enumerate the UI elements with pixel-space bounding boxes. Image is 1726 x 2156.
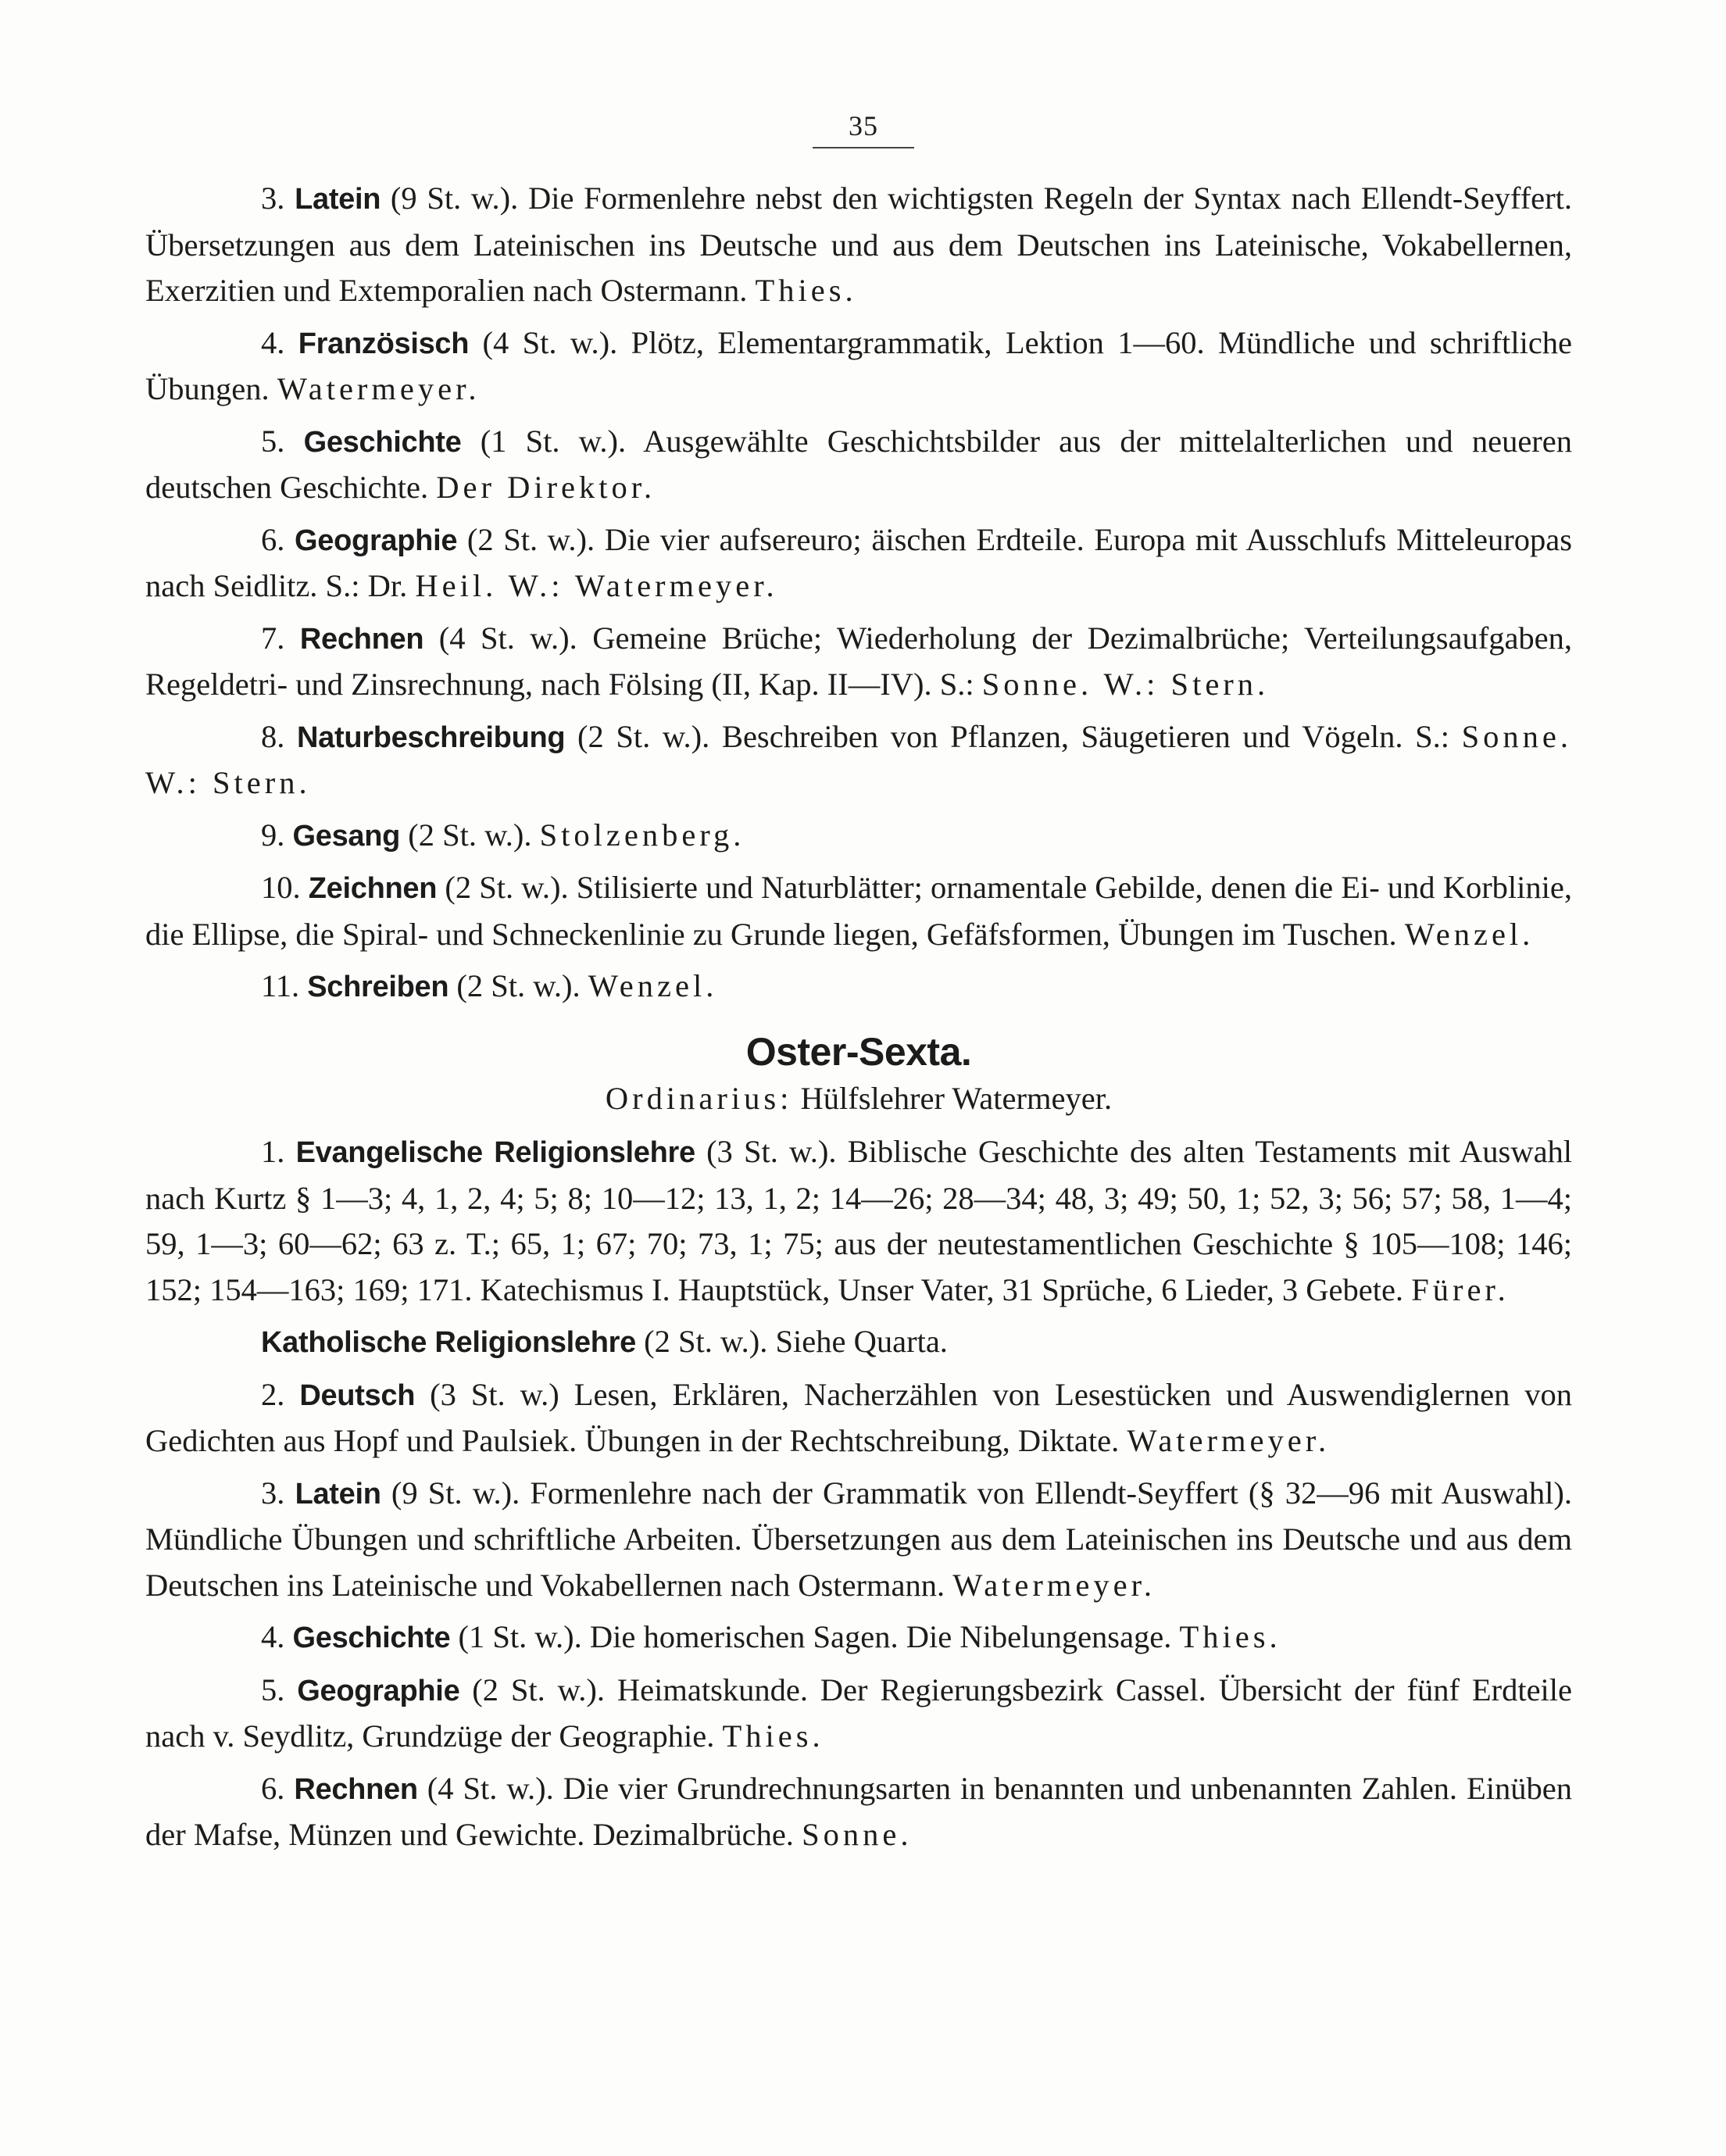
subject-name: Französisch — [298, 327, 470, 360]
page-number: 35 — [849, 110, 878, 141]
subject-name: Rechnen — [299, 622, 424, 656]
ordinarius-label: Ordinarius: — [605, 1080, 793, 1116]
weekly-hours: (2 St. w.). — [408, 817, 532, 853]
curriculum-entry — [145, 813, 1572, 860]
curriculum-entry — [145, 1319, 1572, 1366]
entry-description: Beschreiben von Pflanzen, Säugetieren und Vögeln. S.: — [721, 718, 1449, 754]
entry-number: 6. — [261, 1770, 285, 1806]
entry-description: Lesen, Erklären, Nacherzählen von Lesestücken und Auswendiglernen von Gedichten aus Hopf und Paulsiek. Übungen in der Rechtschreibung, Diktate. — [145, 1376, 1573, 1458]
subject-name: Geschichte — [292, 1621, 451, 1654]
entry-number: 11. — [261, 968, 300, 1003]
teacher-name: Stolzenberg. — [539, 817, 745, 853]
subject-name: Zeichnen — [308, 872, 438, 905]
curriculum-entry — [145, 865, 1572, 957]
entry-number: 3. — [261, 181, 285, 216]
entry-number: 5. — [261, 1672, 285, 1707]
entry-description: Heimatskunde. Der Regierungsbezirk Cassel. Übersicht der fünf Erdteile nach v. Seydlitz, Grundzüge der Geographie. — [145, 1672, 1573, 1754]
curriculum-entry — [145, 176, 1572, 314]
ordinarius-name: Hülfslehrer Watermeyer. — [800, 1080, 1113, 1116]
entry-description: Die Formenlehre nebst den wichtigsten Regeln der Syntax nach Ellendt-Seyffert. Übersetzungen aus dem Lateinischen ins Deutsche und aus dem Deutschen ins Lateinische, Vokabellernen, Exerzitien und Extemporalien nach Ostermann. — [145, 181, 1573, 308]
teacher-name: Sonne. W.: Stern. — [145, 718, 1573, 800]
weekly-hours: (2 St. w.). — [445, 870, 569, 905]
teacher-name: Thies. — [755, 273, 857, 308]
curriculum-entry — [145, 1668, 1572, 1760]
curriculum-entry — [145, 320, 1572, 413]
oster-sexta-curriculum — [145, 1129, 1572, 1858]
weekly-hours: (2 St. w.). — [472, 1672, 605, 1707]
teacher-name: Sonne. W.: Stern. — [981, 667, 1270, 702]
curriculum-entry — [145, 1471, 1572, 1609]
subject-name: Deutsch — [299, 1378, 416, 1412]
entry-number: 4. — [261, 1619, 285, 1654]
curriculum-entry — [145, 616, 1572, 708]
entry-description: Die vier aufsereuro; äischen Erdteile. Europa mit Ausschlufs Mitteleuropas nach Seidlitz. S.: Dr. — [145, 521, 1573, 603]
weekly-hours: (2 St. w.). — [456, 968, 581, 1003]
entry-number: 1. — [261, 1134, 285, 1169]
teacher-name: Wenzel. — [1404, 916, 1535, 952]
curriculum-entry — [145, 517, 1572, 610]
entry-description: Formenlehre nach der Grammatik von Ellendt-Seyffert (§ 32—96 mit Auswahl). Mündliche Übungen und schriftliche Arbeiten. Übersetzungen aus dem Lateinischen ins Deutsche und aus dem Deutschen ins Lateinische und Vokabellernen nach Ostermann. — [145, 1475, 1573, 1603]
teacher-name: Wenzel. — [588, 968, 718, 1003]
curriculum-entry — [145, 1766, 1572, 1858]
entry-number: 5. — [261, 423, 285, 459]
subject-name: Geschichte — [303, 425, 462, 459]
subject-name: Naturbeschreibung — [297, 720, 566, 754]
teacher-name: Watermeyer. — [952, 1567, 1156, 1603]
teacher-name: Heil. W.: Watermeyer. — [415, 568, 778, 603]
weekly-hours: (3 St. w.). — [706, 1134, 837, 1169]
curriculum-entry — [145, 964, 1572, 1010]
page-number-rule — [813, 147, 914, 148]
entry-number: 9. — [261, 817, 285, 853]
curriculum-entry — [145, 1372, 1572, 1464]
weekly-hours: (1 St. w.). — [480, 423, 627, 459]
weekly-hours: (2 St. w.). — [577, 718, 710, 754]
entry-number: 3. — [261, 1475, 285, 1511]
upper-class-curriculum — [145, 176, 1572, 1010]
weekly-hours: (4 St. w.). — [438, 620, 577, 656]
weekly-hours: (4 St. w.). — [427, 1770, 554, 1806]
entry-number: 6. — [261, 521, 285, 557]
entry-description: Die homerischen Sagen. Die Nibelungensage. — [589, 1619, 1172, 1654]
weekly-hours: (2 St. w.). — [466, 521, 595, 557]
subject-name: Geographie — [295, 524, 458, 557]
teacher-name: Fürer. — [1411, 1271, 1510, 1307]
teacher-name: Thies. — [1179, 1619, 1281, 1654]
teacher-name: Sonne. — [802, 1817, 913, 1852]
entry-description: Siehe Quarta. — [775, 1324, 948, 1359]
entry-description: Die vier Grundrechnungsarten in benannten und unbenannten Zahlen. Einüben der Mafse, Münzen und Gewichte. Dezimalbrüche. — [145, 1770, 1573, 1852]
weekly-hours: (4 St. w.). — [482, 324, 618, 360]
subject-name: Katholische Religionslehre — [261, 1326, 636, 1359]
subject-name: Schreiben — [307, 971, 449, 1003]
teacher-name: Thies. — [722, 1718, 824, 1754]
entry-description: Stilisierte und Naturblätter; ornamentale Gebilde, denen die Ei- und Korblinie, die Ellipse, die Spiral- und Schneckenlinie zu Grunde liegen, Gefäfsformen, Übungen im Tuschen. — [145, 870, 1573, 952]
entry-description: Ausgewählte Geschichtsbilder aus der mittelalterlichen und neueren deutschen Geschichte. — [145, 423, 1573, 505]
entry-number: 10. — [261, 870, 301, 905]
subject-name: Geographie — [297, 1674, 460, 1707]
subject-name: Latein — [295, 1477, 381, 1511]
entry-number: 7. — [261, 620, 285, 656]
entry-number: 8. — [261, 718, 285, 754]
curriculum-entry — [145, 714, 1572, 806]
ordinarius-line — [145, 1076, 1572, 1122]
curriculum-entry — [145, 419, 1572, 511]
entry-description: Plötz, Elementargrammatik, Lektion 1—60. Mündliche und schriftliche Übungen. — [145, 324, 1573, 406]
entry-description: Biblische Geschichte des alten Testaments mit Auswahl nach Kurtz § 1—3; 4, 1, 2, 4; 5; 8; 10—12; 13, 1, 2; 14—26; 28—34; 48, 3; 49; 50, 1; 52, 3; 56; 57; 58, 1—4; 59, 1—3; 60—62; 63 z. T.; 65, 1; 67; 70; 73, 1; 75; aus der neutestamentlichen Geschichte § 105—108; 146; 152; 154—163; 169; 171. Katechismus I. Hauptstück, Unser Vater, 31 Sprüche, 6 Lieder, 3 Gebete. — [145, 1134, 1573, 1307]
teacher-name: Watermeyer. — [1127, 1423, 1331, 1458]
document-body — [145, 176, 1572, 1865]
weekly-hours: (3 St. w.) — [430, 1376, 559, 1412]
weekly-hours: (9 St. w.). — [391, 1475, 520, 1511]
curriculum-entry — [145, 1129, 1572, 1313]
section-heading: Oster-Sexta. — [745, 1029, 972, 1074]
teacher-name: Der Direktor. — [436, 470, 656, 505]
weekly-hours: (2 St. w.). — [644, 1324, 768, 1359]
weekly-hours: (1 St. w.). — [458, 1619, 582, 1654]
entry-description: Gemeine Brüche; Wiederholung der Dezimalbrüche; Verteilungsaufgaben, Regeldetri- und Zinsrechnung, nach Fölsing (II, Kap. II—IV). S.: — [145, 620, 1573, 702]
entry-number: 4. — [261, 324, 285, 360]
subject-name: Evangelische Religionslehre — [295, 1136, 695, 1169]
curriculum-entry — [145, 1614, 1572, 1661]
entry-number: 2. — [261, 1376, 285, 1412]
subject-name: Gesang — [292, 819, 401, 853]
teacher-name: Watermeyer. — [277, 371, 481, 406]
subject-name: Latein — [295, 183, 381, 216]
weekly-hours: (9 St. w.). — [390, 181, 519, 216]
subject-name: Rechnen — [294, 1772, 418, 1806]
